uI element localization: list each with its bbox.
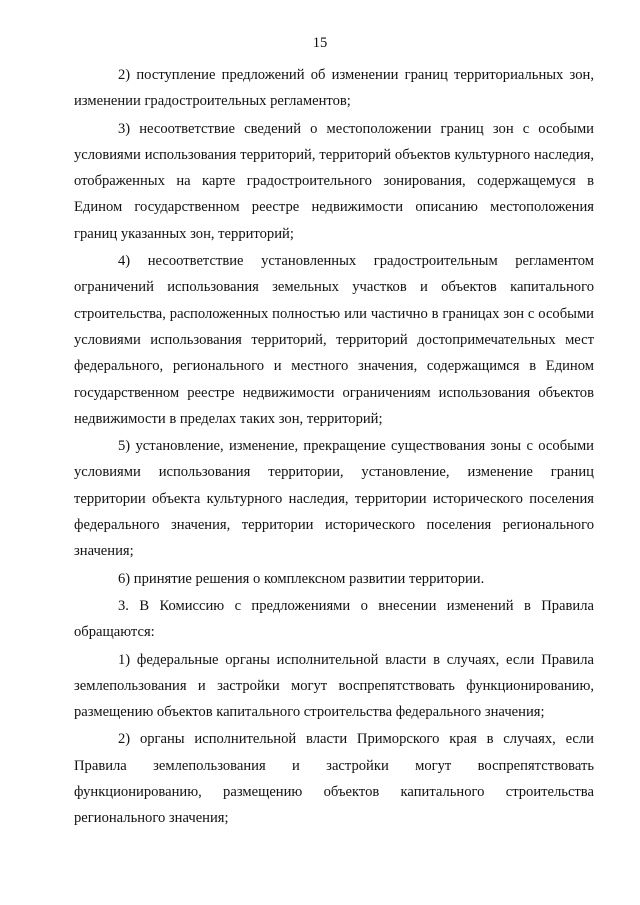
paragraph: 2) органы исполнительной власти Приморского края в случаях, если Правила землепользования и застройки могут воспрепятствовать функционированию, размещению объектов капитального строительства регионального значения; xyxy=(74,731,594,827)
page-number: 15 xyxy=(312,35,328,51)
paragraph: 3) несоответствие сведений о местоположении границ зон с особыми условиями использования территорий, территорий объектов культурного наследия, отображенных на карте градостроительного зонирования, содержащемуся в Едином государственном реестре недвижимости описанию местоположения границ указанных зон, территорий; xyxy=(74,120,594,242)
document-body xyxy=(74,62,594,833)
paragraph: 5) установление, изменение, прекращение существования зоны с особыми условиями использования территории, установление, изменение границ территории объекта культурного наследия, территории исторического поселения федерального значения, территории исторического поселения регионального значения; xyxy=(74,438,594,560)
paragraph: 3. В Комиссию с предложениями о внесении изменений в Правила обращаются: xyxy=(74,597,594,641)
paragraph: 6) принятие решения о комплексном развитии территории. xyxy=(118,570,485,587)
paragraph: 4) несоответствие установленных градостроительным регламентом ограничений использования земельных участков и объектов капитального строительства, расположенных полностью или частично в границах зон с особыми условиями использования территорий, территорий достопримечательных мест федерального, регионального и местного значения, содержащимся в Едином государственном реестре недвижимости ограничениям использования объектов недвижимости в пределах таких зон, территорий; xyxy=(74,253,594,427)
paragraph: 2) поступление предложений об изменении границ территориальных зон, изменении градостроительных регламентов; xyxy=(74,67,594,110)
paragraph: 1) федеральные органы исполнительной власти в случаях, если Правила землепользования и застройки могут воспрепятствовать функционированию, размещению объектов капитального строительства федерального значения; xyxy=(74,651,594,721)
